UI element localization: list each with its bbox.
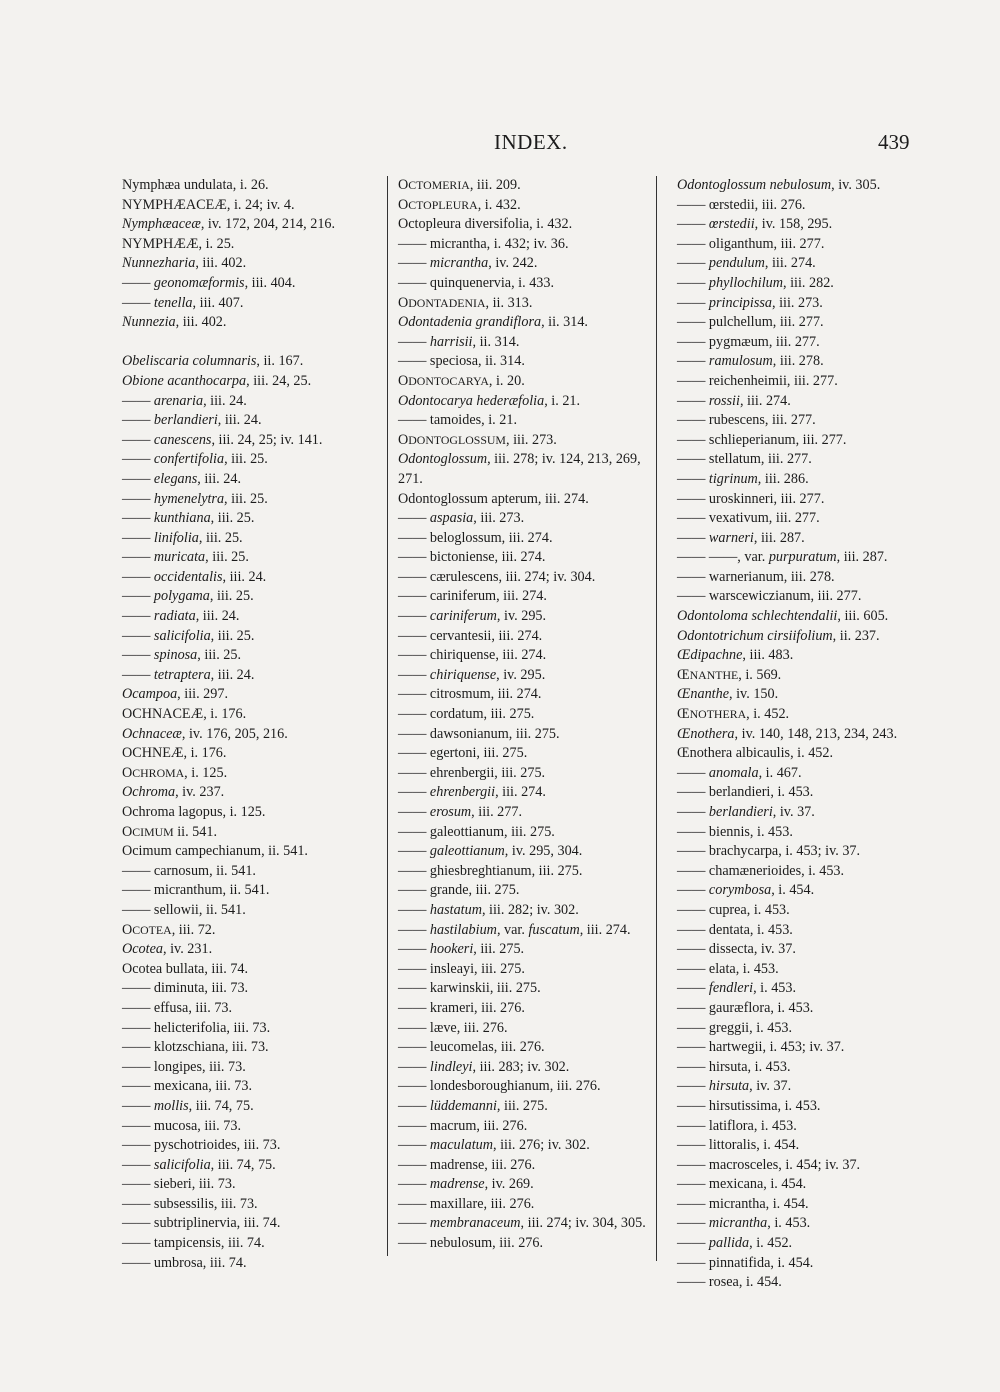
index-entry: —— cariniferum, iii. 274. [398,588,547,605]
index-entry: —— rossii, iii. 274. [677,392,791,409]
index-entry: —— anomala, i. 467. [677,764,802,781]
index-entry: —— geonomæformis, iii. 404. [122,274,296,291]
column-divider [656,176,657,1261]
index-entry: Œnothera albicaulis, i. 452. [677,745,834,762]
index-entry: —— læve, iii. 276. [398,1019,508,1036]
index-entry: —— nebulosum, iii. 276. [398,1235,544,1252]
index-column-1 [122,176,380,1273]
index-entry: OCOTEA, iii. 72. [122,921,216,938]
index-entry: —— umbrosa, iii. 74. [122,1254,247,1271]
index-entry: —— helicterifolia, iii. 73. [122,1019,271,1036]
index-entry: —— karwinskii, iii. 275. [398,980,541,997]
index-entry: —— tetraptera, iii. 24. [122,666,255,683]
index-entry: Odontadenia grandiflora, ii. 314. [398,314,588,331]
index-entry: —— madrense, iii. 276. [398,1156,536,1173]
index-entry: —— pinnatifida, i. 454. [677,1254,814,1271]
index-entry: —— warscewiczianum, iii. 277. [677,588,862,605]
index-entry: —— dentata, i. 453. [677,921,793,938]
index-entry: —— mollis, iii. 74, 75. [122,1097,254,1114]
index-entry: ŒNOTHERA, i. 452. [677,706,790,723]
index-entry: —— tamoides, i. 21. [398,412,518,429]
index-entry: —— chiriquense, iv. 295. [398,666,546,683]
index-entry: —— speciosa, ii. 314. [398,353,525,370]
index-entry: —— aspasia, iii. 273. [398,510,525,527]
index-entry: —— leucomelas, iii. 276. [398,1039,545,1056]
index-entry: —— hymenelytra, iii. 25. [122,490,268,507]
index-entry: —— stellatum, iii. 277. [677,451,812,468]
index-entry: Nymphæa undulata, i. 26. [122,177,269,193]
index-entry: —— vexativum, iii. 277. [677,510,820,527]
index-entry: —— cordatum, iii. 275. [398,706,535,723]
index-entry: —— greggii, i. 453. [677,1019,793,1036]
index-entry: —— sieberi, iii. 73. [122,1176,236,1193]
index-entry: —— berlandieri, iv. 37. [677,804,815,820]
index-entry: —— macrum, iii. 276. [398,1117,528,1134]
index-entry: —— erosum, iii. 277. [398,804,523,820]
index-entry: Odontoloma schlechtendalii, iii. 605. [677,608,889,625]
index-entry: Nymphæaceæ, iv. 172, 204, 214, 216. [122,216,336,233]
index-entry: —— rosea, i. 454. [677,1274,782,1291]
index-entry: —— hirsuta, iv. 37. [677,1078,792,1095]
index-entry: Ocotea bullata, iii. 74. [122,960,249,977]
index-entry: —— littoralis, i. 454. [677,1137,800,1154]
index-column-3 [677,176,909,1293]
index-entry: —— phyllochilum, iii. 282. [677,274,834,291]
index-entry: —— lindleyi, iii. 283; iv. 302. [398,1058,570,1075]
index-entry: —— harrisii, ii. 314. [398,333,520,350]
index-entry: Odontocarya hederæfolia, i. 21. [398,392,581,409]
index-entry: —— brachycarpa, i. 453; iv. 37. [677,843,861,860]
index-entry: Ocotea, iv. 231. [122,941,213,958]
index-entry: —— gauræflora, i. 453. [677,999,814,1016]
index-entry: Odontoglossum apterum, iii. 274. [398,490,589,507]
index-entry: ODONTADENIA, ii. 313. [398,294,533,311]
index-entry: —— galeottianum, iii. 275. [398,823,555,840]
index-entry: —— ghiesbreghtianum, iii. 275. [398,862,583,879]
index-entry: —— pendulum, iii. 274. [677,255,816,272]
index-entry: Ocimum campechianum, ii. 541. [122,843,308,860]
page-number: 439 [878,130,910,154]
index-entry: —— cariniferum, iv. 295. [398,608,547,625]
index-entry: —— micrantha, i. 432; iv. 36. [398,235,569,252]
index-entry: NYMPHÆACEÆ, i. 24; iv. 4. [122,196,295,213]
index-entry: —— hartwegii, i. 453; iv. 37. [677,1039,845,1056]
index-entry: —— hastilabium, var. fuscatum, iii. 274. [398,921,631,938]
index-entry: ODONTOCARYA, i. 20. [398,372,525,389]
index-entry: —— œrstedii, iii. 276. [677,196,806,213]
index-entry: NYMPHÆÆ, i. 25. [122,235,235,252]
index-entry: —— egertoni, iii. 275. [398,745,528,762]
index-entry: Obeliscaria columnaris, ii. 167. [122,353,304,370]
index-entry: —— cærulescens, iii. 274; iv. 304. [398,568,596,585]
index-entry: Odontoglossum, iii. 278; iv. 124, 213, 269, 271. [398,451,641,487]
index-entry: —— cuprea, i. 453. [677,901,790,918]
index-entry: —— carnosum, ii. 541. [122,862,256,879]
index-entry: —— ehrenbergii, iii. 275. [398,764,546,781]
index-entry: —— subtriplinervia, iii. 74. [122,1215,281,1232]
index-entry: —— micrantha, i. 453. [677,1215,811,1232]
index-entry: —— pallida, i. 452. [677,1235,793,1252]
index-entry: Œnanthe, iv. 150. [677,686,779,703]
index-entry: —— warnerianum, iii. 278. [677,568,835,585]
index-entry: —— chamænerioides, i. 453. [677,862,845,879]
index-entry: —— tigrinum, iii. 286. [677,470,809,487]
index-entry: —— madrense, iv. 269. [398,1176,534,1193]
index-entry: —— longipes, iii. 73. [122,1058,246,1075]
index-entry: —— salicifolia, iii. 74, 75. [122,1156,276,1173]
index-entry: —— micrantha, i. 454. [677,1195,809,1212]
index-entry: —— latiflora, i. 453. [677,1117,797,1134]
index-entry: Nunnezharia, iii. 402. [122,255,247,272]
index-entry: —— mexicana, i. 454. [677,1176,807,1193]
index-entry: —— arenaria, iii. 24. [122,392,247,409]
index-entry: Ochroma lagopus, i. 125. [122,804,266,820]
index-entry: OCHNEÆ, i. 176. [122,745,227,762]
index-entry: —— hookeri, iii. 275. [398,941,525,958]
index-entry: ODONTOGLOSSUM, iii. 273. [398,431,557,448]
index-entry: OCTOPLEURA, i. 432. [398,196,521,213]
index-entry: —— hirsuta, i. 453. [677,1058,791,1075]
index-entry: —— londesboroughianum, iii. 276. [398,1078,601,1095]
index-entry: —— corymbosa, i. 454. [677,882,815,899]
index-entry: —— schlieperianum, iii. 277. [677,431,847,448]
index-column-2 [398,176,648,1254]
index-entry: —— oliganthum, iii. 277. [677,235,825,252]
index-entry: —— bictoniense, iii. 274. [398,549,546,566]
index-entry: Octopleura diversifolia, i. 432. [398,216,573,233]
index-entry: —— salicifolia, iii. 25. [122,627,255,644]
index-entry: —— effusa, iii. 73. [122,999,233,1016]
index-entry: —— spinosa, iii. 25. [122,647,242,664]
index-entry: Œnothera, iv. 140, 148, 213, 234, 243. [677,725,898,742]
index-entry: OCHROMA, i. 125. [122,764,228,781]
index-entry: —— muricata, iii. 25. [122,549,249,566]
index-entry: —— lüddemanni, iii. 275. [398,1097,548,1114]
index-entry: —— quinquenervia, i. 433. [398,274,555,291]
index-entry: —— tenella, iii. 407. [122,294,244,311]
index-entry: —— principissa, iii. 273. [677,294,823,311]
index-entry: —— klotzschiana, iii. 73. [122,1039,269,1056]
index-entry: Nunnezia, iii. 402. [122,314,227,331]
index-entry: —— linifolia, iii. 25. [122,529,243,546]
index-entry: —— krameri, iii. 276. [398,999,525,1016]
index-entry: —— maculatum, iii. 276; iv. 302. [398,1137,590,1154]
index-entry: OCTOMERIA, iii. 209. [398,177,521,193]
index-entry: —— mexicana, iii. 73. [122,1078,253,1095]
index-entry: Obione acanthocarpa, iii. 24, 25. [122,372,312,389]
index-entry: —— tampicensis, iii. 74. [122,1235,265,1252]
index-entry: —— beloglossum, iii. 274. [398,529,553,546]
index-entry: —— cervantesii, iii. 274. [398,627,543,644]
index-entry: —— galeottianum, iv. 295, 304. [398,843,583,860]
index-entry: —— hastatum, iii. 282; iv. 302. [398,901,579,918]
index-entry: —— canescens, iii. 24, 25; iv. 141. [122,431,323,448]
index-entry: —— uroskinneri, iii. 277. [677,490,825,507]
index-entry: —— ehrenbergii, iii. 274. [398,784,546,801]
column-divider [387,176,388,1256]
index-entry: —— occidentalis, iii. 24. [122,568,267,585]
index-entry: —— dissecta, iv. 37. [677,941,796,958]
index-entry: Œdipachne, iii. 483. [677,647,794,664]
index-entry: Odontotrichum cirsiifolium, ii. 237. [677,627,880,644]
index-entry: —— dawsonianum, iii. 275. [398,725,560,742]
index-entry: —— confertifolia, iii. 25. [122,451,268,468]
index-entry: —— membranaceum, iii. 274; iv. 304, 305. [398,1215,646,1232]
index-entry: —— citrosmum, iii. 274. [398,686,542,703]
index-entry: Ocampoa, iii. 297. [122,686,229,703]
index-entry: —— rubescens, iii. 277. [677,412,816,429]
index-entry: —— mucosa, iii. 73. [122,1117,242,1134]
index-entry: —— micrantha, iv. 242. [398,255,538,272]
page-header [0,130,1000,160]
index-entry: —— pygmæum, iii. 277. [677,333,820,350]
index-entry: —— grande, iii. 275. [398,882,520,899]
index-entry: —— macrosceles, i. 454; iv. 37. [677,1156,861,1173]
index-entry: —— ——, var. purpuratum, iii. 287. [677,549,888,566]
index-entry: —— insleayi, iii. 275. [398,960,525,977]
index-entry: —— subsessilis, iii. 73. [122,1195,258,1212]
index-entry: —— pyschotrioides, iii. 73. [122,1137,281,1154]
index-entry: Odontoglossum nebulosum, iv. 305. [677,177,881,193]
index-entry: —— polygama, iii. 25. [122,588,254,605]
index-entry: —— ramulosum, iii. 278. [677,353,824,370]
index-entry: —— kunthiana, iii. 25. [122,510,255,527]
index-entry: —— fendleri, i. 453. [677,980,797,997]
index-entry: —— pulchellum, iii. 277. [677,314,824,331]
index-entry: —— berlandieri, iii. 24. [122,412,262,429]
index-entry: —— hirsutissima, i. 453. [677,1097,821,1114]
index-entry: —— elata, i. 453. [677,960,779,977]
index-entry: Ochnaceæ, iv. 176, 205, 216. [122,725,288,742]
index-entry: —— warneri, iii. 287. [677,529,805,546]
index-entry: —— berlandieri, i. 453. [677,784,814,801]
index-entry: —— sellowii, ii. 541. [122,901,246,918]
blank-line [122,333,380,353]
index-entry: OCIMUM ii. 541. [122,823,218,840]
index-entry: —— chiriquense, iii. 274. [398,647,547,664]
index-entry: —— elegans, iii. 24. [122,470,242,487]
index-entry: Ochroma, iv. 237. [122,784,225,801]
index-entry: —— diminuta, iii. 73. [122,980,249,997]
index-entry: OCHNACEÆ, i. 176. [122,706,247,723]
index-entry: ŒNANTHE, i. 569. [677,666,782,683]
index-entry: —— reichenheimii, iii. 277. [677,372,838,389]
index-entry: —— micranthum, ii. 541. [122,882,270,899]
page-title: INDEX. [494,130,568,154]
index-entry: —— maxillare, iii. 276. [398,1195,535,1212]
index-entry: —— radiata, iii. 24. [122,608,240,625]
index-entry: —— biennis, i. 453. [677,823,793,840]
index-entry: —— œrstedii, iv. 158, 295. [677,216,833,233]
